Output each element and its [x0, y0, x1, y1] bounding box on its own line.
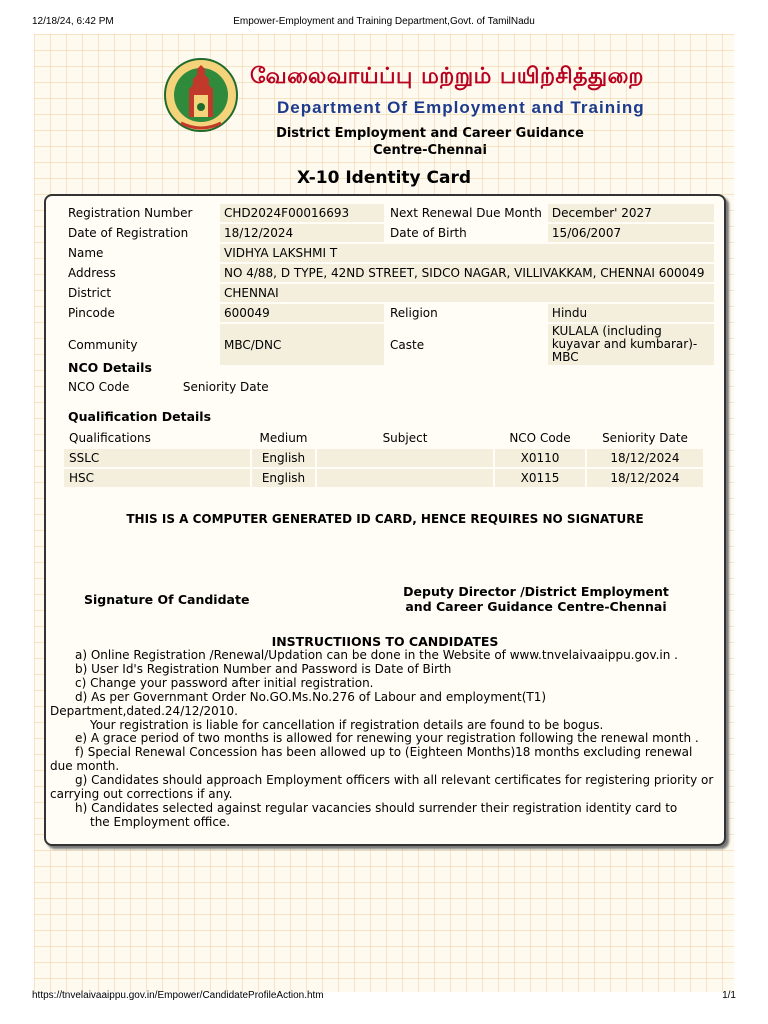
instruction-item: d) As per Governmant Order No.GO.Ms.No.276 of Labour and employment(T1) Department,dated.24/12/2010.: [50, 689, 547, 718]
info-row: [64, 284, 714, 302]
candidate-info-table: [62, 202, 716, 367]
computer-generated-notice: THIS IS A COMPUTER GENERATED ID CARD, HENCE REQUIRES NO SIGNATURE: [126, 512, 644, 526]
tamil-nadu-emblem-icon: [163, 55, 239, 135]
column-header: Seniority Date: [602, 431, 688, 445]
officer-signature-label: [386, 584, 686, 614]
column-header: NCO Code: [509, 431, 571, 445]
address-value: NO 4/88, D TYPE, 42ND STREET, SIDCO NAGAR, VILLIVAKKAM, CHENNAI 600049: [220, 264, 714, 282]
religion-label: Religion: [390, 306, 438, 320]
district-label: District: [68, 286, 112, 300]
name-label: Name: [68, 246, 104, 260]
religion-value: Hindu: [548, 304, 714, 322]
instruction-item: a) Online Registration /Renewal/Updation can be done in the Website of www.tnvelaivaaippu.gov.in .: [75, 648, 678, 662]
print-datetime: 12/18/24, 6:42 PM: [32, 16, 114, 27]
district-value: CHENNAI: [220, 284, 714, 302]
nco-details-heading: NCO Details: [68, 360, 152, 375]
instruction-item: Your registration is liable for cancellation if registration details are found to be bogus.: [90, 717, 604, 732]
address-label: Address: [68, 266, 116, 280]
nco-code-label: NCO Code: [68, 380, 130, 394]
name-value: VIDHYA LAKSHMI T: [220, 244, 714, 262]
info-row: [64, 304, 714, 322]
date-of-birth-label: Date of Birth: [390, 226, 467, 240]
next-renewal-label: Next Renewal Due Month: [390, 206, 542, 220]
officer-signature-line-2: and Career Guidance Centre-Chennai: [405, 599, 667, 614]
table-cell: English: [252, 469, 315, 487]
registration-number-label: Registration Number: [68, 206, 193, 220]
instruction-item: b) User Id's Registration Number and Password is Date of Birth: [75, 661, 452, 676]
table-cell: 18/12/2024: [587, 469, 703, 487]
table-cell: [317, 469, 493, 487]
community-value: MBC/DNC: [220, 324, 384, 365]
nco-header-row: [68, 380, 269, 394]
officer-signature-line-1: Deputy Director /District Employment: [403, 584, 669, 599]
date-of-registration-label: Date of Registration: [68, 226, 189, 240]
table-cell: X0110: [495, 449, 585, 467]
table-cell: 18/12/2024: [587, 449, 703, 467]
instruction-item: h) Candidates selected against regular vacancies should surrender their registration identity card to: [75, 800, 678, 815]
info-row: [64, 224, 714, 242]
caste-value: KULALA (including kuyavar and kumbarar)-MBC: [548, 324, 714, 365]
office-line-2: Centre-Chennai: [373, 143, 487, 158]
card-title: X-10 Identity Card: [296, 168, 472, 188]
department-tamil-title: வேலைவாய்ப்பு மற்றும் பயிற்சித்துறை: [250, 64, 644, 89]
pincode-value: 600049: [220, 304, 384, 322]
identity-card: [44, 194, 726, 846]
instructions-list: [50, 649, 716, 830]
date-of-birth-value: 15/06/2007: [548, 224, 714, 242]
instruction-item: f) Special Renewal Concession has been allowed up to (Eighteen Months)18 months excluding renewal due month.: [50, 745, 693, 774]
instruction-item: c) Change your password after initial registration.: [75, 675, 374, 690]
caste-label: Caste: [390, 337, 425, 352]
info-row: [64, 324, 714, 365]
table-cell: HSC: [64, 469, 250, 487]
instruction-item: g) Candidates should approach Employment officers with all relevant certificates for registering priority or carrying out corrections if any.: [50, 773, 714, 802]
table-cell: X0115: [495, 469, 585, 487]
table-cell: [317, 449, 493, 467]
print-footer: [32, 990, 736, 1004]
print-url: https://tnvelaivaaippu.gov.in/Empower/CandidateProfileAction.htm: [32, 990, 324, 1001]
instruction-item: the Employment office.: [90, 814, 231, 829]
office-line-1: District Employment and Career Guidance: [276, 126, 584, 141]
registration-number-value: CHD2024F00016693: [220, 204, 384, 222]
instruction-item: e) A grace period of two months is allowed for renewing your registration following the renewal month .: [75, 731, 699, 746]
table-row: [64, 469, 703, 487]
qualification-details-heading: Qualification Details: [68, 409, 212, 424]
next-renewal-value: December' 2027: [548, 204, 714, 222]
qualification-table: [62, 427, 705, 489]
qualification-header-row: [64, 429, 703, 447]
table-cell: SSLC: [64, 449, 250, 467]
column-header: Subject: [382, 431, 428, 445]
pincode-label: Pincode: [68, 306, 115, 320]
department-english-title: Department Of Employment and Training: [277, 98, 645, 117]
column-header: Qualifications: [69, 431, 151, 445]
table-row: [64, 449, 703, 467]
candidate-signature-label: Signature Of Candidate: [84, 592, 250, 607]
info-row: [64, 244, 714, 262]
office-name: [250, 125, 610, 159]
table-cell: English: [252, 449, 315, 467]
community-label: Community: [68, 337, 138, 352]
info-row: [64, 204, 714, 222]
print-header: [32, 16, 736, 30]
print-page-number: 1/1: [722, 990, 736, 1001]
column-header: Medium: [259, 431, 308, 445]
info-row: [64, 264, 714, 282]
date-of-registration-value: 18/12/2024: [220, 224, 384, 242]
instructions-heading: INSTRUCTIIONS TO CANDIDATES: [271, 634, 499, 649]
nco-seniority-label: Seniority Date: [182, 380, 269, 394]
print-title: Empower-Employment and Training Department,Govt. of TamilNadu: [233, 16, 535, 27]
